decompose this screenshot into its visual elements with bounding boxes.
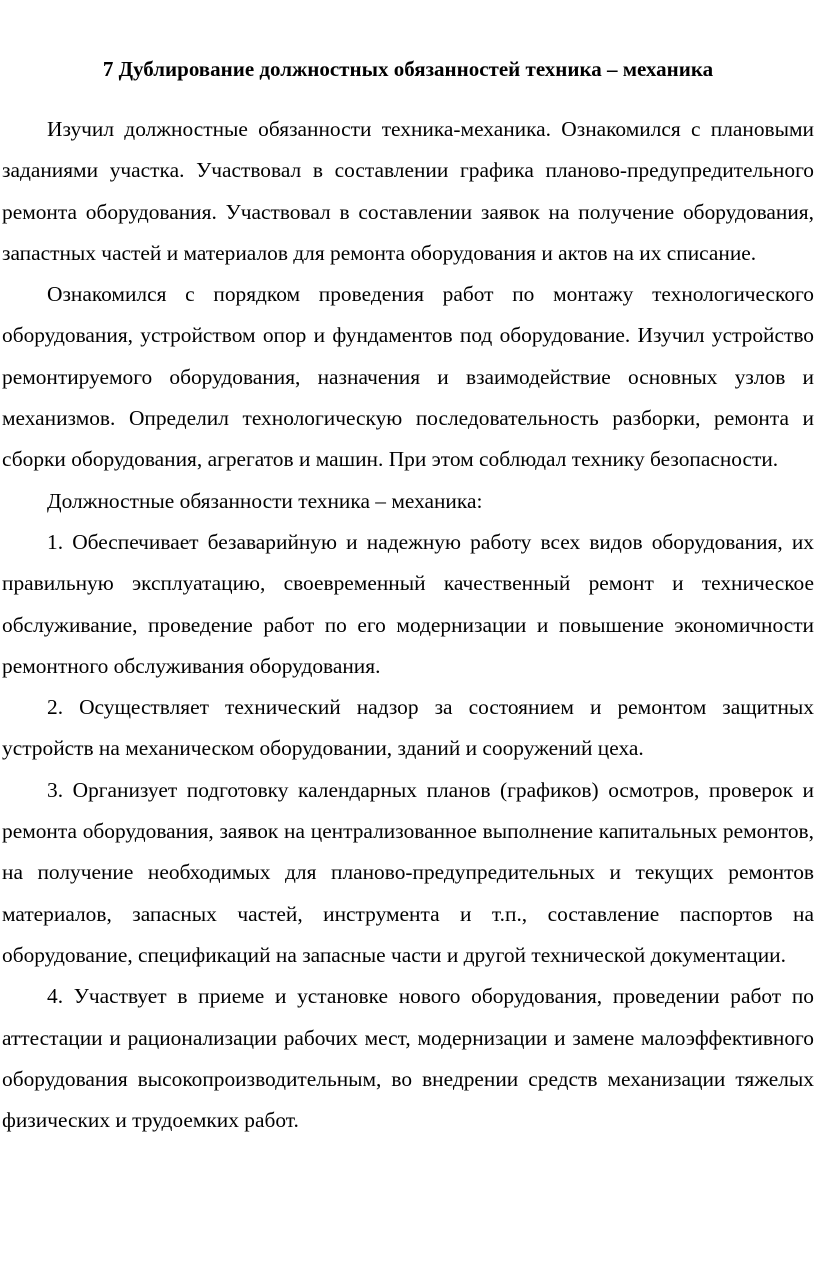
paragraph-duty-4: 4. Участвует в приеме и установке нового оборудования, проведении работ по аттестации и рационализации рабочих мест, модернизации и замене малоэффективного оборудования высокопроизводительным, во внедрении средств механизации тяжелых физических и трудоемких работ.	[2, 984, 814, 1133]
paragraph-duty-2: 2. Осуществляет технический надзор за состоянием и ремонтом защитных устройств на механическом оборудовании, зданий и сооружений цеха.	[2, 695, 814, 761]
paragraph-intro: Изучил должностные обязанности техника-механика. Ознакомился с плановыми заданиями участка. Участвовал в составлении графика планово-предупредительного ремонта оборудования. Участвовал в составлении заявок на получение оборудования, запастных частей и материалов для ремонта оборудования и актов на их списание.	[2, 117, 814, 265]
paragraph-duty-3: 3. Организует подготовку календарных планов (графиков) осмотров, проверок и ремонта оборудования, заявок на централизованное выполнение капитальных ремонтов, на получение необходимых для планово-предупредительных и текущих ремонтов материалов, запасных частей, инструмента и т.п., составление паспортов на оборудование, спецификаций на запасные части и другой технической документации.	[2, 777, 814, 967]
paragraph-duties-title: Должностные обязанности техника – механика:	[47, 488, 483, 513]
paragraph-installation: Ознакомился с порядком проведения работ по монтажу технологического оборудования, устройством опор и фундаментов под оборудование. Изучил устройство ремонтируемого оборудования, назначения и взаимодействие основных узлов и механизмов. Определил технологическую последовательность разборки, ремонта и сборки оборудования, агрегатов и машин. При этом соблюдал технику безопасности.	[2, 282, 814, 472]
paragraph-duty-1: 1. Обеспечивает безаварийную и надежную работу всех видов оборудования, их правильную эксплуатацию, своевременный качественный ремонт и техническое обслуживание, проведение работ по его модернизации и повышение экономичности ремонтного обслуживания оборудования.	[2, 529, 814, 678]
section-heading: 7 Дублирование должностных обязанностей техника – механика	[102, 57, 714, 81]
